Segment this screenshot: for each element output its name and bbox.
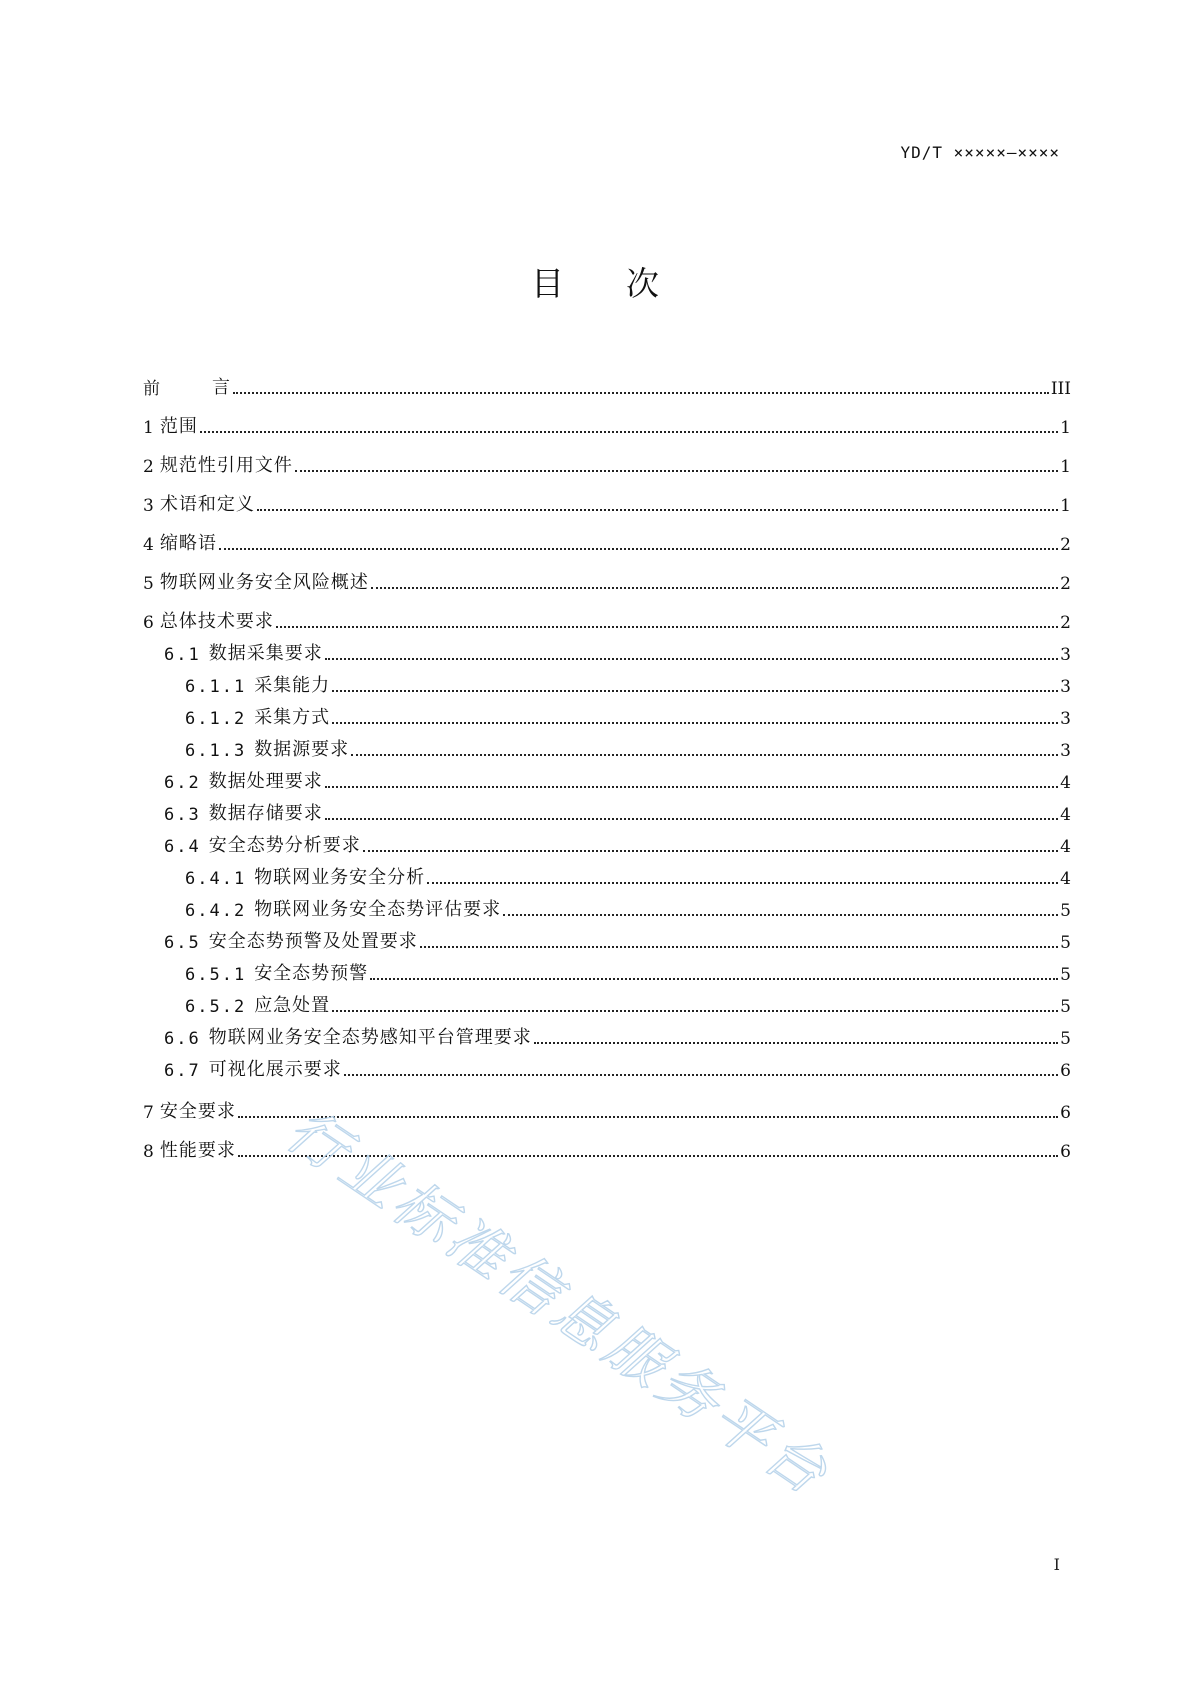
toc-entry-page: 5 bbox=[1060, 901, 1071, 921]
toc-entry-title: 规范性引用文件 bbox=[159, 455, 293, 476]
toc-entry-page: 4 bbox=[1060, 773, 1071, 793]
toc-entry-foreword[interactable] bbox=[143, 360, 1071, 399]
toc-entry-6-1-3[interactable] bbox=[143, 729, 1071, 761]
toc-entry-number: 6 bbox=[143, 613, 154, 633]
page-number: I bbox=[1053, 1555, 1060, 1574]
toc-entry-page: 3 bbox=[1060, 709, 1071, 729]
toc-leader-dots bbox=[219, 548, 1058, 550]
toc-leader-dots bbox=[332, 1010, 1058, 1012]
page-title-part2: 次 bbox=[626, 264, 659, 303]
toc-entry-title: 范围 bbox=[159, 416, 198, 437]
toc-leader-dots bbox=[325, 658, 1058, 660]
toc-entry-title: 安全要求 bbox=[159, 1101, 236, 1122]
toc-leader-dots bbox=[351, 754, 1058, 756]
toc-entry-title: 数据源要求 bbox=[254, 739, 350, 760]
toc-entry-6-2[interactable] bbox=[143, 761, 1071, 793]
toc-entry-title: 物联网业务安全风险概述 bbox=[159, 572, 369, 593]
toc-leader-dots bbox=[371, 587, 1058, 589]
toc-entry-2[interactable] bbox=[143, 438, 1071, 477]
toc-entry-1[interactable] bbox=[143, 399, 1071, 438]
toc-leader-dots bbox=[332, 722, 1058, 724]
toc-entry-page: 6 bbox=[1060, 1061, 1071, 1081]
toc-entry-6-5-1[interactable] bbox=[143, 953, 1071, 985]
toc-entry-page: 6 bbox=[1060, 1103, 1071, 1123]
toc-entry-number: 前 bbox=[143, 379, 160, 399]
toc-leader-dots bbox=[363, 850, 1058, 852]
toc-entry-page: 6 bbox=[1060, 1142, 1071, 1162]
toc-entry-6-1-1[interactable] bbox=[143, 665, 1071, 697]
toc-entry-page: 4 bbox=[1060, 869, 1071, 889]
toc-leader-dots bbox=[534, 1042, 1058, 1044]
toc-entry-page: 5 bbox=[1060, 933, 1071, 953]
page-title bbox=[0, 258, 1190, 305]
toc-entry-page: 3 bbox=[1060, 645, 1071, 665]
toc-entry-title: 物联网业务安全态势感知平台管理要求 bbox=[208, 1027, 532, 1048]
toc-leader-dots bbox=[325, 786, 1058, 788]
toc-leader-dots bbox=[420, 946, 1058, 948]
toc-entry-6-4-2[interactable] bbox=[143, 889, 1071, 921]
toc-entry-number: 7 bbox=[143, 1103, 154, 1123]
toc-entry-4[interactable] bbox=[143, 516, 1071, 555]
toc-entry-6-1-2[interactable] bbox=[143, 697, 1071, 729]
toc-entry-title: 数据存储要求 bbox=[208, 803, 323, 824]
toc-entry-6-3[interactable] bbox=[143, 793, 1071, 825]
toc-entry-7[interactable] bbox=[143, 1081, 1071, 1123]
toc-entry-number: 6.1.2 bbox=[185, 709, 247, 729]
toc-entry-number: 6.1.3 bbox=[185, 741, 247, 761]
toc-entry-8[interactable] bbox=[143, 1123, 1071, 1162]
toc-entry-number: 6.3 bbox=[164, 805, 201, 825]
toc-leader-dots bbox=[503, 914, 1058, 916]
document-code: YD/T ×××××—×××× bbox=[900, 143, 1060, 162]
toc-entry-6-5[interactable] bbox=[143, 921, 1071, 953]
toc-entry-page: 1 bbox=[1060, 457, 1071, 477]
toc-leader-dots bbox=[295, 470, 1058, 472]
toc-entry-6-6[interactable] bbox=[143, 1017, 1071, 1049]
toc-entry-page: 3 bbox=[1060, 677, 1071, 697]
toc-entry-title: 数据处理要求 bbox=[208, 771, 323, 792]
toc-entry-number: 6.5.2 bbox=[185, 997, 247, 1017]
toc-entry-number: 6.5 bbox=[164, 933, 201, 953]
toc-entry-number: 8 bbox=[143, 1142, 154, 1162]
toc-entry-number: 6.5.1 bbox=[185, 965, 247, 985]
toc-entry-page: 2 bbox=[1060, 535, 1071, 555]
toc-entry-page: 1 bbox=[1060, 418, 1071, 438]
toc-entry-page: 4 bbox=[1060, 805, 1071, 825]
toc-entry-number: 1 bbox=[143, 418, 154, 438]
toc-entry-page: 3 bbox=[1060, 741, 1071, 761]
toc-entry-number: 6.1 bbox=[164, 645, 201, 665]
watermark: 行业标准信息服务平台 bbox=[274, 1095, 844, 1511]
toc-entry-page: 2 bbox=[1060, 613, 1071, 633]
page-title-part1: 目 bbox=[531, 264, 564, 303]
toc-entry-title: 采集方式 bbox=[254, 707, 331, 728]
toc-leader-dots bbox=[332, 690, 1058, 692]
toc-leader-dots bbox=[238, 1155, 1058, 1157]
toc-leader-dots bbox=[344, 1074, 1058, 1076]
toc-entry-page: 2 bbox=[1060, 574, 1071, 594]
toc-leader-dots bbox=[325, 818, 1058, 820]
toc-entry-6-1[interactable] bbox=[143, 633, 1071, 665]
toc-entry-page: III bbox=[1050, 379, 1071, 399]
toc-entry-number: 4 bbox=[143, 535, 154, 555]
toc-leader-dots bbox=[276, 626, 1058, 628]
toc-entry-title: 言 bbox=[212, 377, 231, 398]
toc-entry-title: 安全态势分析要求 bbox=[208, 835, 361, 856]
toc-leader-dots bbox=[233, 392, 1049, 394]
toc-entry-6-4-1[interactable] bbox=[143, 857, 1071, 889]
toc-leader-dots bbox=[427, 882, 1058, 884]
toc-entry-page: 4 bbox=[1060, 837, 1071, 857]
toc-entry-title: 性能要求 bbox=[159, 1140, 236, 1161]
toc-entry-title: 缩略语 bbox=[159, 533, 217, 554]
toc-entry-number: 6.4.1 bbox=[185, 869, 247, 889]
toc-entry-title: 总体技术要求 bbox=[159, 611, 274, 632]
toc-entry-page: 1 bbox=[1060, 496, 1071, 516]
toc-entry-title: 可视化展示要求 bbox=[208, 1059, 342, 1080]
toc-entry-page: 5 bbox=[1060, 965, 1071, 985]
toc-entry-6[interactable] bbox=[143, 594, 1071, 633]
toc-entry-number: 6.4 bbox=[164, 837, 201, 857]
toc-entry-number: 2 bbox=[143, 457, 154, 477]
toc-entry-number: 6.4.2 bbox=[185, 901, 247, 921]
toc-entry-page: 5 bbox=[1060, 997, 1071, 1017]
toc-entry-3[interactable] bbox=[143, 477, 1071, 516]
toc-entry-page: 5 bbox=[1060, 1029, 1071, 1049]
toc-entry-number: 3 bbox=[143, 496, 154, 516]
toc-entry-6-4[interactable] bbox=[143, 825, 1071, 857]
toc-entry-number: 6.2 bbox=[164, 773, 201, 793]
toc-leader-dots bbox=[370, 978, 1058, 980]
toc-entry-title: 应急处置 bbox=[254, 995, 331, 1016]
toc-entry-6-5-2[interactable] bbox=[143, 985, 1071, 1017]
table-of-contents bbox=[143, 360, 1071, 1162]
toc-entry-5[interactable] bbox=[143, 555, 1071, 594]
toc-entry-title: 安全态势预警及处置要求 bbox=[208, 931, 418, 952]
toc-entry-number: 6.1.1 bbox=[185, 677, 247, 697]
toc-entry-title: 术语和定义 bbox=[159, 494, 255, 515]
toc-entry-number: 5 bbox=[143, 574, 154, 594]
toc-leader-dots bbox=[257, 509, 1058, 511]
toc-entry-title: 采集能力 bbox=[254, 675, 331, 696]
toc-entry-title: 物联网业务安全态势评估要求 bbox=[254, 899, 502, 920]
toc-leader-dots bbox=[200, 431, 1058, 433]
toc-entry-title: 安全态势预警 bbox=[254, 963, 369, 984]
toc-entry-6-7[interactable] bbox=[143, 1049, 1071, 1081]
toc-leader-dots bbox=[238, 1116, 1058, 1118]
toc-entry-title: 数据采集要求 bbox=[208, 643, 323, 664]
toc-entry-number: 6.6 bbox=[164, 1029, 201, 1049]
toc-entry-number: 6.7 bbox=[164, 1061, 201, 1081]
toc-entry-title: 物联网业务安全分析 bbox=[254, 867, 426, 888]
